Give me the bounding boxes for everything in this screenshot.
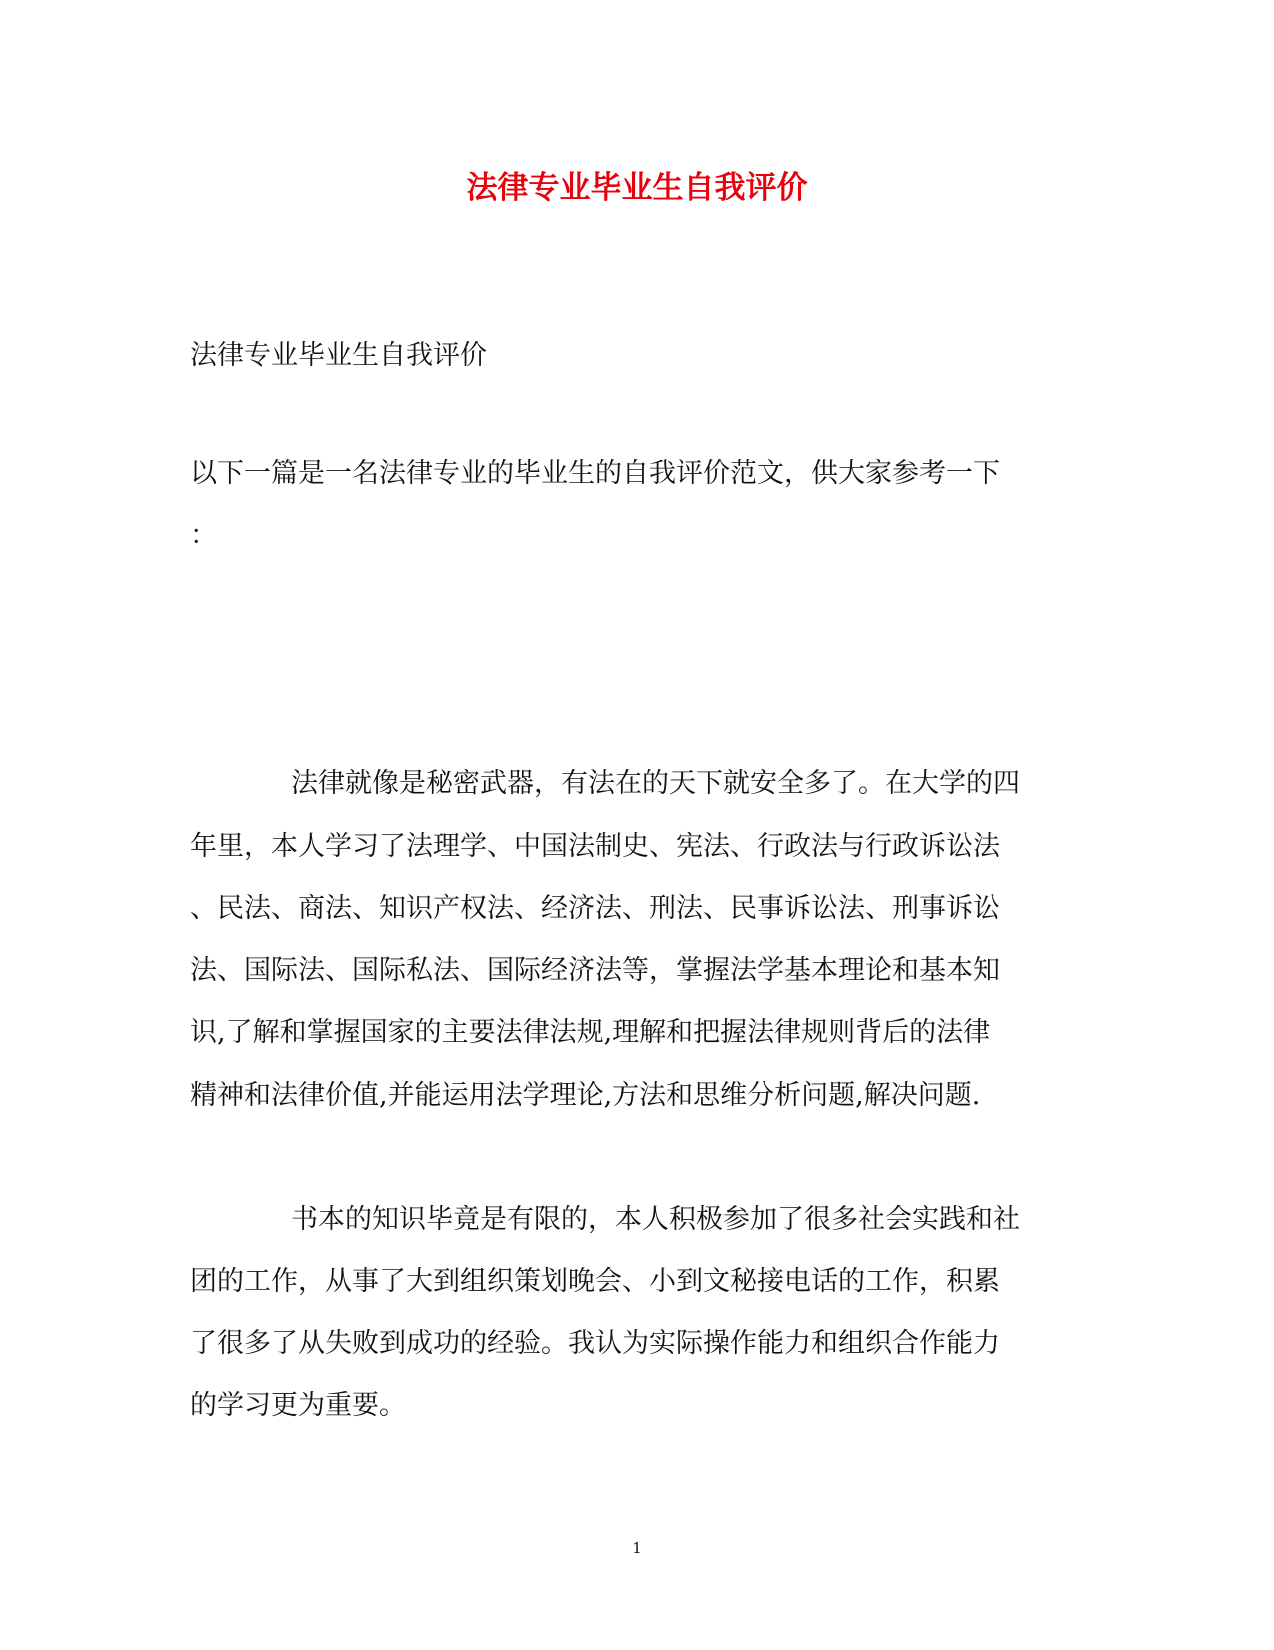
paragraph-2-line: 了很多了从失败到成功的经验。我认为实际操作能力和组织合作能力 bbox=[190, 1328, 1000, 1359]
paragraph-1-line: 识,了解和掌握国家的主要法律法规,理解和把握法律规则背后的法律 bbox=[190, 1017, 991, 1048]
intro-line: 以下一篇是一名法律专业的毕业生的自我评价范文，供大家参考一下 bbox=[190, 458, 1000, 489]
paragraph-1-line: 精神和法律价值,并能运用法学理论,方法和思维分析问题,解决问题. bbox=[190, 1080, 981, 1111]
paragraph-1-line: 、民法、商法、知识产权法、经济法、刑法、民事诉讼法、刑事诉讼 bbox=[190, 893, 1000, 924]
page-number: 1 bbox=[632, 1539, 642, 1557]
paragraph-1-line: 年里，本人学习了法理学、中国法制史、宪法、行政法与行政诉讼法 bbox=[190, 831, 1000, 862]
paragraph-1-line: 法律就像是秘密武器，有法在的天下就安全多了。在大学的四 bbox=[291, 768, 1020, 799]
document-title: 法律专业毕业生自我评价 bbox=[466, 170, 808, 206]
paragraph-2-line: 团的工作，从事了大到组织策划晚会、小到文秘接电话的工作，积累 bbox=[190, 1266, 1000, 1297]
intro-line: ： bbox=[190, 520, 217, 551]
document-subtitle: 法律专业毕业生自我评价 bbox=[190, 340, 487, 371]
paragraph-2-line: 书本的知识毕竟是有限的，本人积极参加了很多社会实践和社 bbox=[291, 1204, 1020, 1235]
paragraph-1-line: 法、国际法、国际私法、国际经济法等，掌握法学基本理论和基本知 bbox=[190, 955, 1000, 986]
paragraph-2-line: 的学习更为重要。 bbox=[190, 1390, 406, 1421]
